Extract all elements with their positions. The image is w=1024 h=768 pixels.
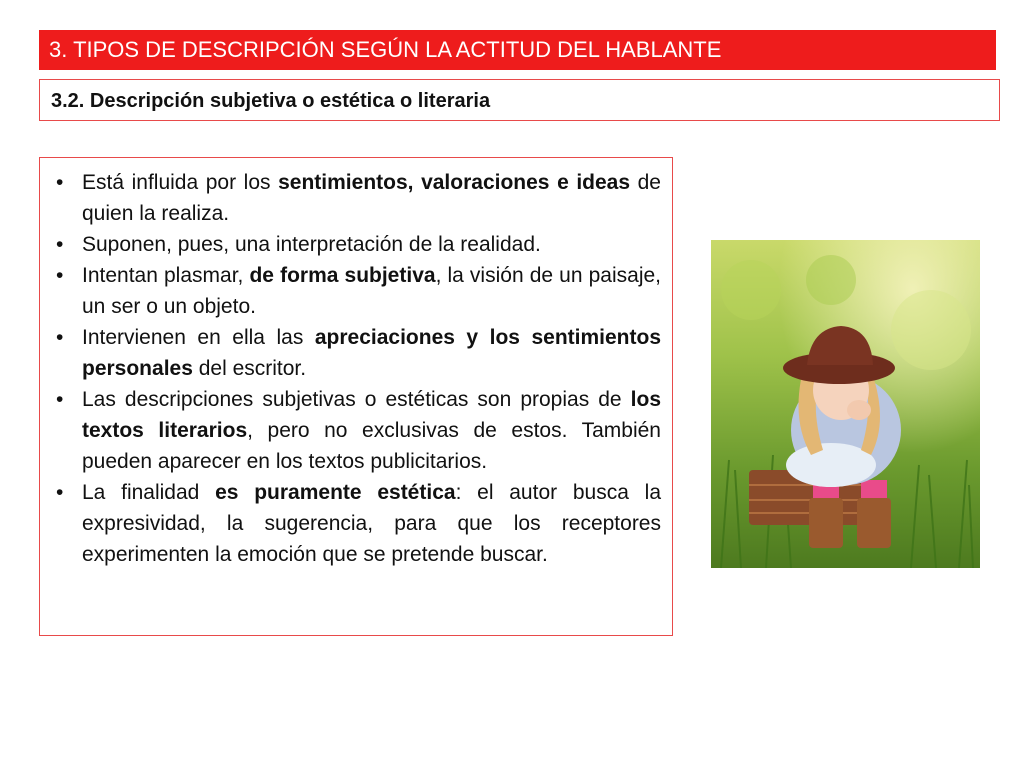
bullet-text: , la visión de un paisaje, un ser o un objeto.	[82, 264, 662, 318]
slide-subtitle: 3.2. Descripción subjetiva o estética o literaria	[51, 90, 491, 112]
bullet-item	[54, 322, 661, 384]
bullet-emphasis: apreciaciones y los sentimientos personales	[82, 326, 661, 380]
bullet-text: Está influida por los	[82, 171, 279, 194]
bullet-item	[54, 384, 661, 477]
bullet-text: Las descripciones subjetivas o estéticas son propias de	[82, 388, 631, 411]
bullet-dot: •	[56, 326, 64, 349]
bullet-text: Intentan plasmar,	[82, 264, 250, 287]
content-box	[39, 157, 673, 636]
bullet-text: La finalidad	[82, 481, 216, 504]
bullet-dot: •	[56, 388, 64, 411]
bullet-text: , pero no exclusivas de estos. También pueden aparecer en los textos publicitarios.	[82, 419, 661, 473]
bullet-emphasis: de forma subjetiva	[249, 264, 436, 287]
slide-title-bar	[39, 30, 996, 70]
bullet-text: Intervienen en ella las	[82, 326, 315, 349]
bullet-text: de quien la realiza.	[82, 171, 661, 225]
bullet-dot: •	[56, 264, 64, 287]
bullet-item	[54, 260, 661, 322]
girl-photo	[711, 240, 980, 568]
bullet-dot: •	[56, 171, 64, 194]
slide-title: 3. TIPOS DE DESCRIPCIÓN SEGÚN LA ACTITUD DEL HABLANTE	[49, 37, 722, 62]
bullet-item	[54, 167, 661, 229]
bullet-text: Suponen, pues, una interpretación de la realidad.	[82, 233, 541, 256]
bullet-text: del escritor.	[192, 357, 307, 380]
bullet-item	[54, 477, 661, 570]
bullet-dot: •	[56, 481, 64, 504]
bullet-list	[54, 167, 661, 570]
bullet-emphasis: los textos literarios	[82, 388, 661, 442]
slide-subtitle-box	[39, 79, 1000, 121]
bullet-text: : el autor busca la expresividad, la sugerencia, para que los receptores experimenten la emoción que se pretende buscar.	[82, 481, 662, 566]
bullet-emphasis: sentimientos, valoraciones e ideas	[278, 171, 631, 194]
bullet-dot: •	[56, 233, 64, 256]
bullet-emphasis: es puramente estética	[215, 481, 456, 504]
bullet-item	[54, 229, 661, 260]
